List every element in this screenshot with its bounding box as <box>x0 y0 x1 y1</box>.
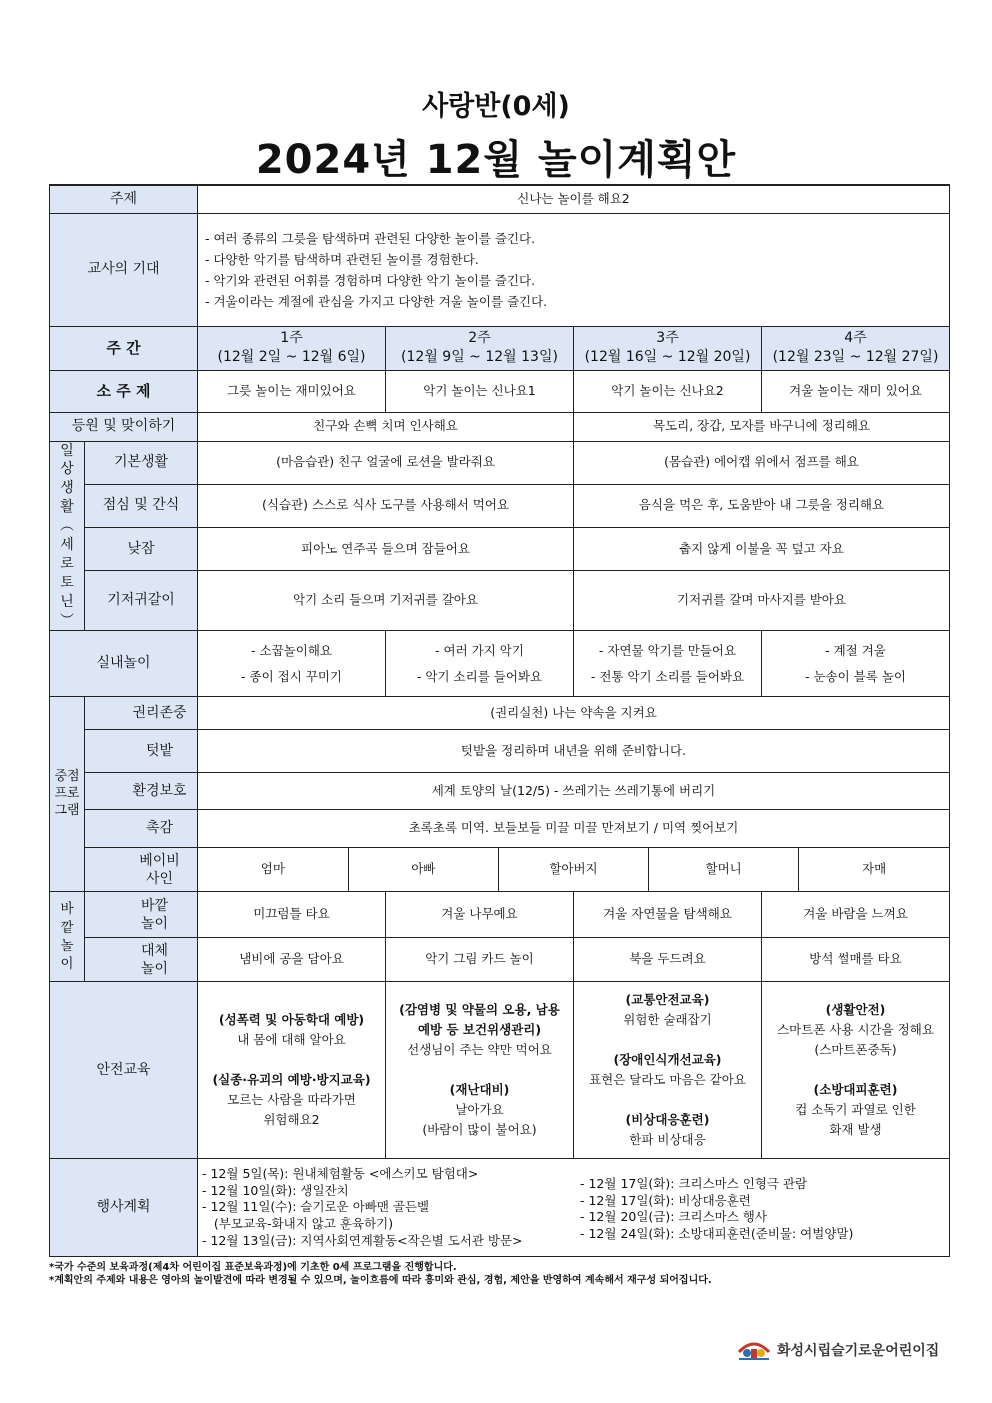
expectation-item: - 악기와 관련된 어휘를 경험하며 다양한 악기 놀이를 즐긴다. <box>205 272 536 288</box>
safety-cell <box>762 982 950 1159</box>
safety-topic: (소방대피훈련) <box>813 1082 898 1098</box>
indoor-cell: - 소꿉놀이해요 - 종이 접시 꾸미기 <box>198 631 386 697</box>
lunch-cell: (식습관) 스스로 식사 도구를 사용해서 먹어요 <box>198 484 574 527</box>
indoor-label: 실내놀이 <box>50 631 198 697</box>
school-logo <box>737 1338 939 1362</box>
sense-label: 촉감 <box>85 810 198 848</box>
safety-topic: (장애인식개선교육) <box>613 1052 722 1068</box>
rights-row <box>50 697 950 730</box>
subtheme-cell: 악기 놀이는 신나요1 <box>386 370 574 412</box>
baby-sign-cell: 자매 <box>862 861 887 877</box>
indoor-row <box>50 631 950 697</box>
event-item: - 12월 20일(금): 크리스마스 행사 <box>580 1209 767 1225</box>
baby-sign-cell: 아빠 <box>348 848 498 891</box>
subtheme-cell: 그릇 놀이는 재미있어요 <box>198 370 386 412</box>
rights-cell: (권리실천) 나는 약속을 지켜요 <box>198 697 950 730</box>
event-item: - 12월 5일(목): 원내체험활동 <에스키모 탐험대> <box>202 1165 479 1181</box>
theme-row <box>50 185 950 213</box>
expectation-list <box>198 213 950 326</box>
school-name: 화성시립슬기로운어린이집 <box>777 1343 940 1359</box>
basic-life-row <box>50 441 950 484</box>
safety-row <box>50 982 950 1159</box>
env-label: 환경보호 <box>85 773 198 810</box>
safety-activity <box>765 1060 946 1080</box>
safety-topic: (실종·유괴의 예방·방지교육) <box>212 1072 371 1088</box>
safety-activity: (바람이 많이 불어요) <box>422 1122 537 1138</box>
arrival-row <box>50 412 950 441</box>
class-name: 사랑반(0세) <box>422 91 570 122</box>
events-label: 행사계획 <box>50 1159 198 1257</box>
safety-activity <box>577 1030 758 1050</box>
outdoor-row <box>50 892 950 938</box>
safety-activity <box>389 1060 570 1080</box>
rights-label: 권리존중 <box>85 697 198 730</box>
outdoor-label: 바깥 놀이 <box>85 892 198 938</box>
safety-label: 안전교육 <box>50 982 198 1159</box>
subtheme-cell: 겨울 놀이는 재미 있어요 <box>762 370 950 412</box>
outdoor-cell: 겨울 나무예요 <box>386 892 574 938</box>
safety-activity: 컵 소독기 과열로 인한 <box>795 1102 916 1118</box>
focus-program-group-label: 중점 프로그램 <box>50 697 85 892</box>
subtheme-row <box>50 370 950 412</box>
week-4: 4주 (12월 23일 ~ 12월 27일) <box>762 326 950 370</box>
garden-row <box>50 730 950 773</box>
event-item: - 12월 17일(화): 크리스마스 인형극 관람 <box>580 1175 808 1191</box>
lunch-cell: 음식을 먹은 후, 도움받아 내 그릇을 정리해요 <box>574 484 950 527</box>
safety-cell <box>386 982 574 1159</box>
footnotes <box>49 1261 712 1287</box>
events-left-list <box>202 1166 580 1250</box>
safety-topic: (성폭력 및 아동학대 예방) <box>218 1012 365 1028</box>
diaper-label: 기저귀갈이 <box>85 571 198 631</box>
basic-life-cell: (몸습관) 에어캡 위에서 점프를 해요 <box>574 441 950 484</box>
safety-cell <box>198 982 386 1159</box>
safety-activity: 위험한 술래잡기 <box>623 1012 712 1028</box>
event-item: - 12월 24일(화): 소방대피훈련(준비물: 여벌양말) <box>580 1226 854 1242</box>
event-item: - 12월 10일(화): 생일잔치 <box>202 1182 349 1198</box>
events-row <box>50 1159 950 1257</box>
basic-life-cell: (마음습관) 친구 얼굴에 로션을 발라줘요 <box>198 441 574 484</box>
outdoor-cell: 겨울 바람을 느껴요 <box>762 892 950 938</box>
nap-cell: 피아노 연주곡 들으며 잠들어요 <box>198 527 574 570</box>
expectation-row <box>50 213 950 326</box>
safety-cell <box>574 982 762 1159</box>
safety-topic: (교통안전교육) <box>625 992 710 1008</box>
indoor-cell: - 계절 겨울 - 눈송이 블록 놀이 <box>762 631 950 697</box>
expectation-item: - 겨울이라는 계절에 관심을 가지고 다양한 겨울 놀이를 즐긴다. <box>205 293 548 309</box>
nap-label: 낮잠 <box>85 527 198 570</box>
diaper-cell: 악기 소리 들으며 기저귀를 갈아요 <box>198 571 574 631</box>
safety-activity: 표현은 달라도 마음은 같아요 <box>589 1072 746 1088</box>
safety-activity: 선생님이 주는 약만 먹어요 <box>407 1042 552 1058</box>
plan-table <box>49 184 950 1257</box>
week-label: 주 간 <box>50 326 198 370</box>
alternative-row <box>50 938 950 982</box>
env-cell: 세계 토양의 날(12/5) - 쓰레기는 쓰레기통에 버리기 <box>198 773 950 810</box>
week-3: 3주 (12월 16일 ~ 12월 20일) <box>574 326 762 370</box>
arrival-cell: 친구와 손뼉 치며 인사해요 <box>198 412 574 441</box>
theme-label: 주제 <box>50 185 198 213</box>
baby-sign-cell: 엄마 <box>198 848 348 891</box>
safety-activity: 내 몸에 대해 알아요 <box>237 1032 346 1048</box>
garden-cell: 텃밭을 정리하며 내년을 위해 준비합니다. <box>198 730 950 773</box>
safety-activity <box>201 1050 382 1070</box>
safety-activity: 날아가요 <box>455 1102 504 1118</box>
nap-row <box>50 527 950 570</box>
alternative-cell: 냄비에 공을 담아요 <box>198 938 386 982</box>
events-cell <box>198 1159 950 1257</box>
arrival-cell: 목도리, 장갑, 모자를 바구니에 정리해요 <box>574 412 950 441</box>
sense-row <box>50 810 950 848</box>
expectation-label: 교사의 기대 <box>50 213 198 326</box>
subtheme-cell: 악기 놀이는 신나요2 <box>574 370 762 412</box>
event-item: - 12월 13일(금): 지역사회연계활동<작은별 도서관 방문> <box>202 1233 523 1249</box>
subtheme-label: 소 주 제 <box>50 370 198 412</box>
basic-life-label: 기본생활 <box>85 441 198 484</box>
indoor-cell: - 자연물 악기를 만들어요 - 전통 악기 소리를 들어봐요 <box>574 631 762 697</box>
env-row <box>50 773 950 810</box>
diaper-row <box>50 571 950 631</box>
baby-sign-cell: 할머니 <box>649 848 799 891</box>
plan-title: 2024년 12월 놀이계획안 <box>255 137 737 183</box>
week-row <box>50 326 950 370</box>
safety-topic: (비상대응훈련) <box>625 1112 710 1128</box>
baby-sign-row <box>50 848 950 892</box>
alternative-label: 대체 놀이 <box>85 938 198 982</box>
theme-value: 신나는 놀이를 해요2 <box>198 185 950 213</box>
event-item: - 12월 17일(화): 비상대응훈련 <box>580 1192 751 1208</box>
baby-sign-cell: 할아버지 <box>498 848 648 891</box>
expectation-item: - 여러 종류의 그릇을 탐색하며 관련된 다양한 놀이를 즐긴다. <box>205 230 536 246</box>
safety-activity: 스마트폰 사용 시간을 정해요 <box>777 1022 934 1038</box>
outdoor-cell: 미끄럼틀 타요 <box>198 892 386 938</box>
arrival-label: 등원 및 맞이하기 <box>50 412 198 441</box>
safety-activity: 모르는 사람을 따라가면 <box>227 1092 356 1108</box>
alternative-cell: 북을 두드려요 <box>574 938 762 982</box>
week-2: 2주 (12월 9일 ~ 12월 13일) <box>386 326 574 370</box>
lunch-label: 점심 및 간식 <box>85 484 198 527</box>
alternative-cell: 악기 그림 카드 놀이 <box>386 938 574 982</box>
alternative-cell: 방석 썰매를 타요 <box>762 938 950 982</box>
safety-activity: 위험해요2 <box>263 1112 320 1128</box>
diaper-cell: 기저귀를 갈며 마사지를 받아요 <box>574 571 950 631</box>
baby-sign-cells <box>198 848 950 892</box>
event-item: - 12월 11일(수): 슬기로운 아빠맨 골든벨 <box>202 1199 430 1215</box>
outdoor-group-label: 바 깥 놀 이 <box>50 892 85 982</box>
safety-activity: 한파 비상대응 <box>629 1132 706 1148</box>
outdoor-cell: 겨울 자연물을 탐색해요 <box>574 892 762 938</box>
events-right-list <box>580 1166 940 1244</box>
safety-activity <box>577 1090 758 1110</box>
sense-cell: 초록초록 미역. 보들보들 미끌 미끌 만져보기 / 미역 찢어보기 <box>198 810 950 848</box>
lunch-row <box>50 484 950 527</box>
safety-activity: 화재 발생 <box>829 1122 882 1138</box>
footnote: *계획안의 주제와 내용은 영아의 놀이발견에 따라 변경될 수 있으며, 놀이흐름에 따라 흥미와 관심, 경험, 제안을 반영하여 계속해서 재구성 되어집니다. <box>49 1275 712 1286</box>
safety-topic: (재난대비) <box>449 1082 510 1098</box>
nap-cell: 춥지 않게 이불을 꼭 덮고 자요 <box>574 527 950 570</box>
daily-life-group-label: 일 상 생 활 ︵ 세 로 토 닌 ︶ <box>50 441 85 631</box>
event-item: (부모교육-화내지 않고 훈육하기) <box>202 1216 394 1232</box>
week-1: 1주 (12월 2일 ~ 12월 6일) <box>198 326 386 370</box>
baby-sign-label: 베이비 사인 <box>85 848 198 892</box>
safety-topic: 예방 등 보건위생관리) <box>417 1022 542 1038</box>
expectation-item: - 다양한 악기를 탐색하며 관련된 놀이를 경험한다. <box>205 251 479 267</box>
safety-topic: (감염병 및 약물의 오용, 남용 <box>399 1002 560 1018</box>
safety-activity: (스마트폰중독) <box>814 1042 897 1058</box>
garden-label: 텃밭 <box>85 730 198 773</box>
indoor-cell: - 여러 가지 악기 - 악기 소리를 들어봐요 <box>386 631 574 697</box>
footnote: *국가 수준의 보육과정(제4차 어린이집 표준보육과정)에 기초한 0세 프로그램을 진행합니다. <box>49 1262 457 1273</box>
school-emblem-icon <box>737 1338 771 1362</box>
safety-topic: (생활안전) <box>825 1002 886 1018</box>
